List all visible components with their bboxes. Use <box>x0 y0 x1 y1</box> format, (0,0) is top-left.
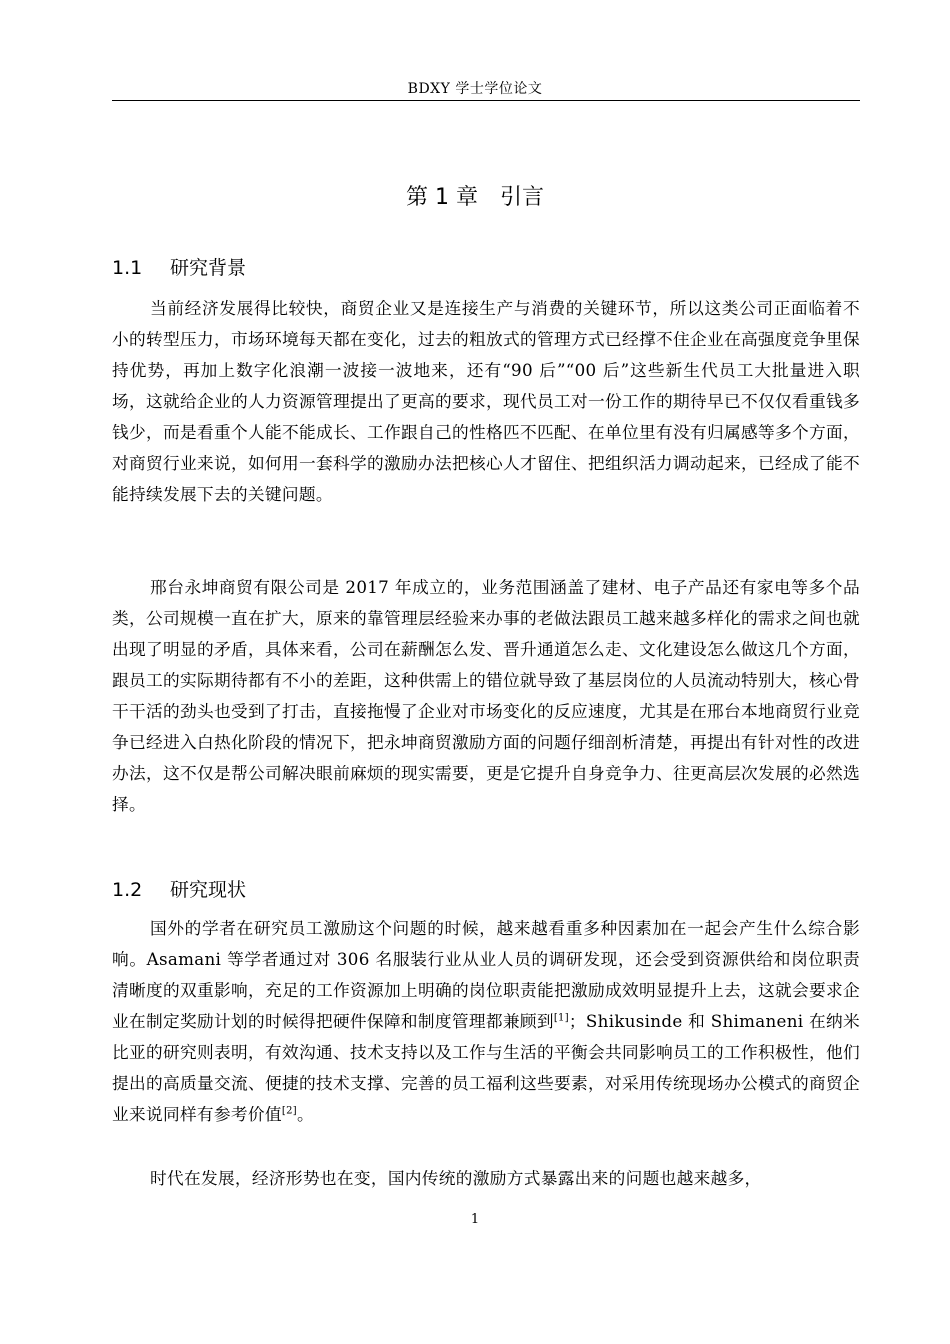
running-header: BDXY 学士学位论文 <box>407 81 543 97</box>
paragraph-status-1 <box>112 913 860 1130</box>
section-name: 研究背景 <box>170 257 247 279</box>
citation-ref-2: [2] <box>281 1105 297 1117</box>
paragraph-text: 。 <box>296 1104 314 1124</box>
chapter-name: 引言 <box>499 185 544 210</box>
chapter-title <box>0 180 950 211</box>
paragraph-background-1: 当前经济发展得比较快，商贸企业又是连接生产与消费的关键环节，所以这类公司正面临着不小的转型压力，市场环境每天都在变化，过去的粗放式的管理方式已经撑不住企业在高强度竞争里保持优势，再加上数字化浪潮一波接一波地来，还有“90 后”“00 后”这些新生代员工大批量进入职场，这就给企业的人力资源管理提出了更高的要求，现代员工对一份工作的期待早已不仅仅看重钱多钱少，而是看重个人能不能成长、工作跟自己的性格匹不匹配、在单位里有没有归属感等多个方面，对商贸行业来说，如何用一套科学的激励办法把核心人才留住、把组织活力调动起来，已经成了能不能持续发展下去的关键问题。 <box>112 298 860 504</box>
section-name: 研究现状 <box>170 879 247 901</box>
section-number: 1.2 <box>112 879 143 901</box>
page-number: 1 <box>470 1212 480 1227</box>
section-heading-1-1 <box>112 253 246 280</box>
section-heading-1-2 <box>112 875 246 902</box>
paragraph-background-2: 邢台永坤商贸有限公司是 2017 年成立的，业务范围涵盖了建材、电子产品还有家电等多个品类，公司规模一直在扩大，原来的靠管理层经验来办事的老做法跟员工越来越多样化的需求之间也就出现了明显的矛盾，具体来看，公司在薪酬怎么发、晋升通道怎么走、文化建设怎么做这几个方面，跟员工的实际期待都有不小的差距，这种供需上的错位就导致了基层岗位的人员流动特别大，核心骨干干活的劲头也受到了打击，直接拖慢了企业对市场变化的反应速度，尤其是在邢台本地商贸行业竞争已经进入白热化阶段的情况下，把永坤商贸激励方面的问题仔细剖析清楚，再提出有针对性的改进办法，这不仅是帮公司解决眼前麻烦的现实需要，更是它提升自身竞争力、往更高层次发展的必然选择。 <box>112 577 860 814</box>
paragraph-text: ；Shikusinde 和 Shimaneni 在纳米比亚的研究则表明，有效沟通、技术支持以及工作与生活的平衡会共同影响员工的工作积极性，他们提出的高质量交流、便捷的技术支撑、完善的员工福利这些要素，对采用传统现场办公模式的商贸企业来说同样有参考价值 <box>112 1011 860 1124</box>
header-rule <box>112 100 860 101</box>
citation-ref-1: [1] <box>553 1012 569 1024</box>
paragraph-text: 国外的学者在研究员工激励这个问题的时候，越来越看重多种因素加在一起会产生什么综合影响。Asamani 等学者通过对 306 名服装行业从业人员的调研发现，还会受到资源供给和岗位职责清晰度的双重影响，充足的工作资源加上明确的岗位职责能把激励成效明显提升上去，这就会要求企业在制定奖励计划的时候得把硬件保障和制度管理都兼顾到 <box>112 918 860 1031</box>
section-number: 1.1 <box>112 257 143 279</box>
paragraph-status-2: 时代在发展，经济形势也在变，国内传统的激励方式暴露出来的问题也越来越多， <box>150 1168 762 1188</box>
chapter-number: 第 1 章 <box>406 185 478 210</box>
